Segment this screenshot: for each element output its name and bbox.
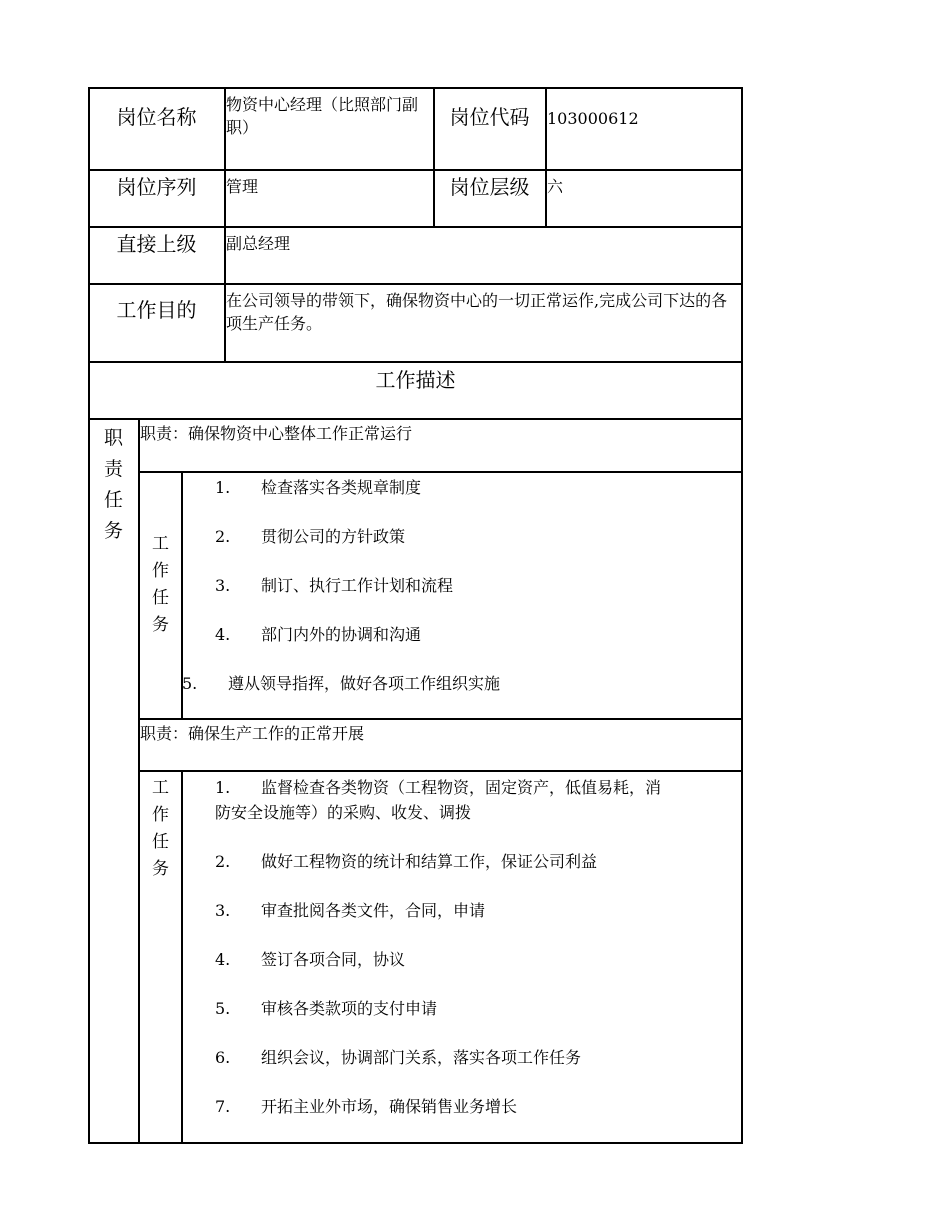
task-text: 组织会议，协调部门关系，落实各项工作任务: [261, 1048, 582, 1067]
purpose-value: 在公司领导的带领下，确保物资中心的一切正常运作,完成公司下达的各项生产任务。: [226, 291, 728, 333]
tasks-label-char: 任: [152, 588, 169, 608]
supervisor-label: 直接上级: [116, 232, 197, 256]
tasks-label-char: 务: [152, 859, 169, 879]
task-number: 4.: [215, 625, 231, 644]
task-text: 开拓主业外市场，确保销售业务增长: [261, 1097, 518, 1116]
position-level-label: 岗位层级: [449, 175, 530, 199]
purpose-label: 工作目的: [116, 298, 197, 322]
task-number: 2.: [215, 527, 231, 546]
task-number: 3.: [215, 576, 231, 595]
task-number: 1.: [215, 778, 231, 797]
position-name-value: 物资中心经理（比照部门副职）: [226, 95, 419, 137]
task-text: 监督检查各类物资（工程物资，固定资产，低值易耗，消: [261, 778, 662, 797]
task-number: 2.: [215, 852, 231, 871]
tasks-label-char: 工: [152, 534, 169, 554]
task-text: 审核各类款项的支付申请: [261, 999, 438, 1018]
task-number: 5.: [182, 674, 198, 693]
task-number: 5.: [215, 999, 231, 1018]
tasks-label-char: 作: [152, 561, 169, 581]
duties-label-char: 责: [103, 458, 123, 480]
tasks-label-char: 作: [152, 805, 169, 825]
position-name-label: 岗位名称: [116, 105, 197, 129]
task-text: 制订、执行工作计划和流程: [261, 576, 454, 595]
duty-1-tasks-label: [139, 531, 182, 639]
section-title-work-description: 工作描述: [375, 368, 456, 392]
duties-vertical-label: [88, 423, 139, 547]
position-series-label: 岗位序列: [116, 175, 197, 199]
task-number: 7.: [215, 1097, 231, 1116]
duty-2-title: 职责：确保生产工作的正常开展: [140, 724, 365, 743]
task-text: 贯彻公司的方针政策: [261, 527, 406, 546]
duties-label-char: 职: [103, 427, 123, 449]
tasks-label-char: 务: [152, 615, 169, 635]
position-series-value: 管理: [226, 177, 259, 196]
duties-label-char: 任: [103, 489, 123, 511]
task-text: 防安全设施等）的采购、收发、调拨: [215, 803, 472, 822]
duties-label-char: 务: [103, 520, 123, 542]
tasks-label-char: 任: [152, 832, 169, 852]
tasks-label-char: 工: [152, 778, 169, 798]
task-number: 1.: [215, 478, 231, 497]
position-code-value: 103000612: [547, 109, 639, 128]
supervisor-value: 副总经理: [226, 234, 291, 253]
task-number: 4.: [215, 950, 231, 969]
position-level-value: 六: [547, 177, 564, 196]
task-text: 签订各项合同，协议: [261, 950, 406, 969]
position-code-label: 岗位代码: [449, 105, 530, 129]
duty-1-title: 职责：确保物资中心整体工作正常运行: [140, 424, 413, 443]
task-text: 做好工程物资的统计和结算工作，保证公司利益: [261, 852, 598, 871]
task-number: 6.: [215, 1048, 231, 1067]
task-text: 遵从领导指挥，做好各项工作组织实施: [228, 674, 501, 693]
duty-2-tasks-label: [139, 775, 182, 883]
task-text: 检查落实各类规章制度: [261, 478, 422, 497]
job-description-table: [88, 87, 743, 1144]
task-text: 部门内外的协调和沟通: [261, 625, 422, 644]
task-text: 审查批阅各类文件，合同，申请: [261, 901, 486, 920]
task-number: 3.: [215, 901, 231, 920]
border-bottom: [88, 1142, 743, 1144]
